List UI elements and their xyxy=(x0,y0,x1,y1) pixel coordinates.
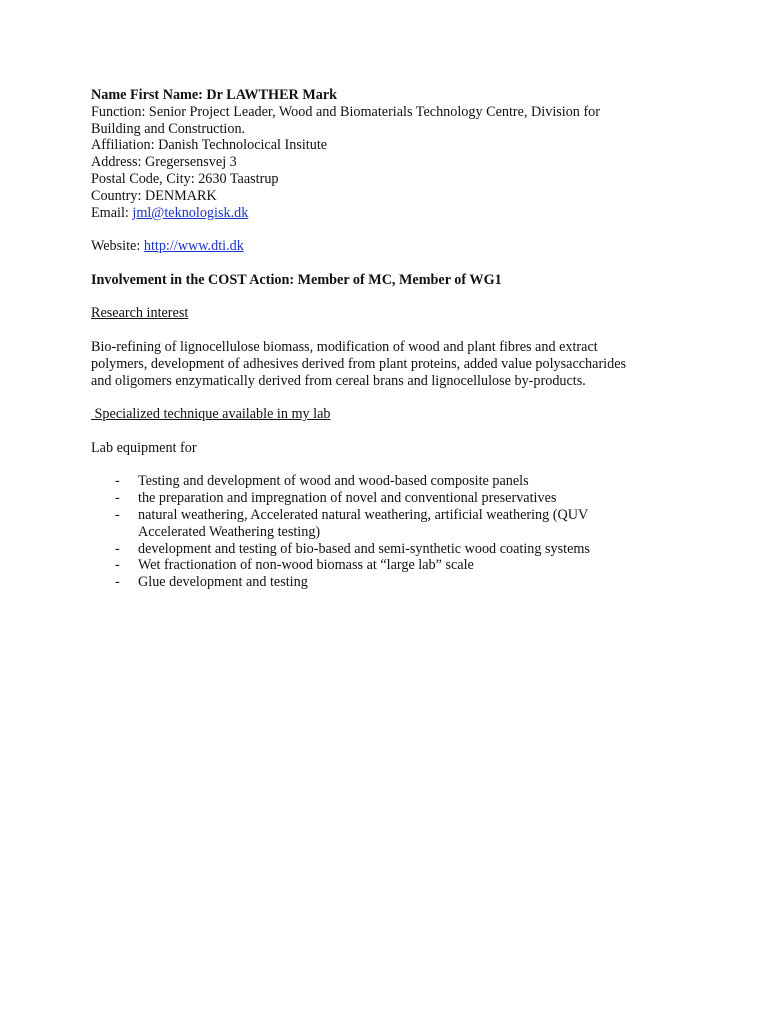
list-item xyxy=(91,541,691,558)
email-line xyxy=(91,205,691,222)
list-item xyxy=(91,507,691,541)
email-link[interactable]: jml@teknologisk.dk xyxy=(132,204,249,221)
list-item xyxy=(91,574,691,591)
email-label: Email: xyxy=(91,204,133,221)
technique-heading: Specialized technique available in my lab xyxy=(91,406,331,423)
lab-equipment-intro: Lab equipment for xyxy=(91,439,197,456)
research-line-3: and oligomers enzymatically derived from cereal brans and lignocellulose by-products. xyxy=(91,372,586,389)
affiliation-line: Affiliation: Danish Technolocical Insitute xyxy=(91,137,328,154)
list-dash: - xyxy=(115,540,120,557)
function-line-1: Function: Senior Project Leader, Wood and Biomaterials Technology Centre, Division for xyxy=(91,103,600,120)
involvement-heading: Involvement in the COST Action: Member of MC, Member of WG1 xyxy=(91,271,502,288)
list-dash: - xyxy=(115,574,120,591)
list-dash: - xyxy=(115,473,120,490)
research-line-2: polymers, development of adhesives derived from plant proteins, added value polysaccharides xyxy=(91,355,627,372)
postal-line: Postal Code, City: 2630 Taastrup xyxy=(91,170,279,187)
list-item-text: Testing and development of wood and wood-based composite panels xyxy=(138,473,529,490)
list-item-text: the preparation and impregnation of novel and conventional preservatives xyxy=(138,490,557,507)
website-line xyxy=(91,238,691,255)
document-body xyxy=(91,87,691,591)
address-line: Address: Gregersensvej 3 xyxy=(91,154,237,171)
list-item-text: natural weathering, Accelerated natural weathering, artificial weathering (QUV xyxy=(138,506,589,523)
list-dash: - xyxy=(115,490,120,507)
list-item-text: development and testing of bio-based and semi-synthetic wood coating systems xyxy=(138,540,590,557)
list-dash: - xyxy=(115,506,120,523)
list-item xyxy=(91,473,691,490)
function-line-2: Building and Construction. xyxy=(91,120,246,137)
list-item-text-continued: Accelerated Weathering testing) xyxy=(138,523,321,540)
list-item xyxy=(91,490,691,507)
research-interest-heading: Research interest xyxy=(91,305,189,322)
list-item xyxy=(91,557,691,574)
list-item-text: Wet fractionation of non-wood biomass at “large lab” scale xyxy=(138,557,474,574)
equipment-list xyxy=(91,473,691,591)
list-item-text: Glue development and testing xyxy=(138,574,308,591)
name-heading: Name First Name: Dr LAWTHER Mark xyxy=(91,87,338,103)
list-dash: - xyxy=(115,557,120,574)
research-line-1: Bio-refining of lignocellulose biomass, modification of wood and plant fibres and extract xyxy=(91,338,598,355)
website-link[interactable]: http://www.dti.dk xyxy=(143,238,244,255)
website-label: Website: xyxy=(91,238,144,255)
country-line: Country: DENMARK xyxy=(91,187,217,204)
